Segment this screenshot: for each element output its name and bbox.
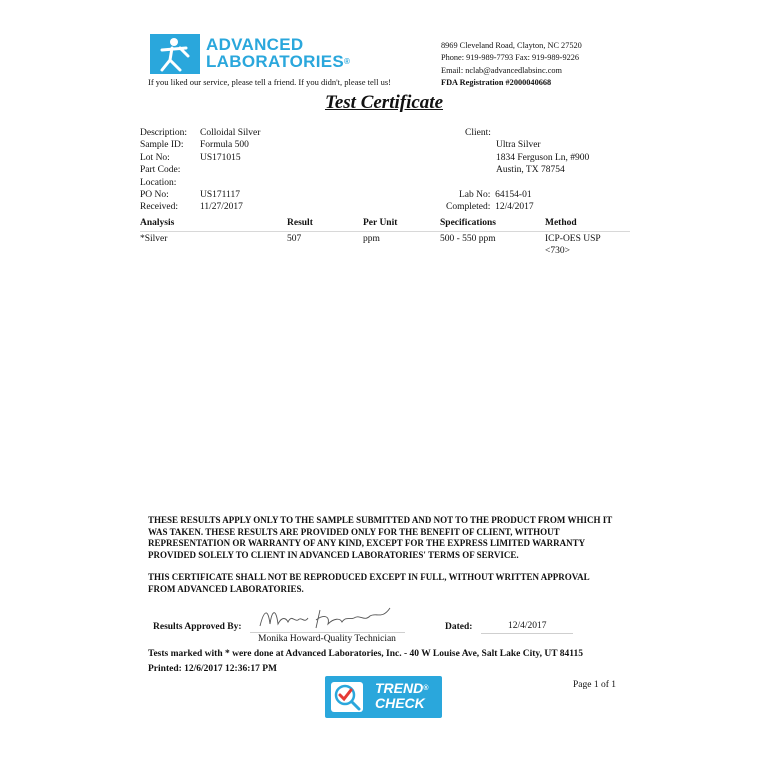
received-label: Received: [140,202,178,212]
phone-fax: Phone: 919-989-7793 Fax: 919-989-9226 [441,53,580,63]
company-logo [150,34,360,74]
col-analysis: Analysis [140,218,175,228]
cell-analysis: *Silver [140,234,168,244]
lot-value: US171015 [200,153,241,163]
disclaimer [148,515,618,606]
completed [446,201,534,213]
tests-note: Tests marked with * were done at Advanced Laboratories, Inc. - 40 W Louise Ave, Salt Lake City, UT 84115 [148,649,584,659]
lot-label: Lot No: [140,153,170,163]
col-specifications: Specifications [440,218,496,228]
tagline: If you liked our service, please tell a friend. If you didn't, please tell us! [148,77,391,87]
page-title: Test Certificate [324,92,444,113]
col-method: Method [545,218,577,228]
dated-label: Dated: [445,622,473,632]
runner-logo-icon [150,34,200,74]
cell-unit: ppm [363,234,380,244]
col-result: Result [287,218,313,228]
completed-label: Completed: [446,202,491,212]
printed-timestamp: Printed: 12/6/2017 12:36:17 PM [148,664,278,674]
logo-wordmark: ADVANCED LABORATORIES® [206,35,351,71]
page-number: Page 1 of 1 [573,680,617,690]
fda-registration: FDA Registration #2000040668 [441,78,552,88]
signature-image [250,604,405,632]
lab-no-label: Lab No: [459,190,491,200]
dated-line [481,620,573,634]
client-name: Ultra Silver [496,140,541,150]
signature-line [250,604,405,633]
sample-id-value: Formula 500 [200,140,249,150]
disclaimer-paragraph-2: THIS CERTIFICATE SHALL NOT BE REPRODUCED EXCEPT IN FULL, WITHOUT WRITTEN APPROVAL FROM ADVANCED LABORATORIES. [148,572,590,594]
approved-by-label: Results Approved By: [153,622,242,632]
client-city: Austin, TX 78754 [496,165,565,175]
cell-method: ICP-OES USP <730> [545,234,601,256]
address: 8969 Cleveland Road, Clayton, NC 27520 [441,41,582,50]
completed-value: 12/4/2017 [495,202,534,212]
trend-check-logo [325,676,442,718]
lab-no-value: 64154-01 [495,190,532,200]
cell-spec: 500 - 550 ppm [440,234,496,244]
received-value: 11/27/2017 [200,202,243,212]
description-value: Colloidal Silver [200,128,261,138]
client-street: 1834 Ferguson Ln, #900 [496,153,590,163]
magnifier-check-icon [331,682,363,712]
location-label: Location: [140,178,177,188]
cell-result: 507 [287,234,302,244]
lab-no [459,189,532,201]
disclaimer-paragraph-1: THESE RESULTS APPLY ONLY TO THE SAMPLE SUBMITTED AND NOT TO THE PRODUCT FROM WHICH IT WAS TAKEN. THESE RESULTS ARE PROVIDED ONLY FOR THE BENEFIT OF CLIENT, WITHOUT REPRESENTATION OR WARRANTY OF ANY KIND, EXCEPT FOR THE EXPRESS LIMITED WARRANTY PROVIDED SOLELY TO CLIENT IN ADVANCED LABORATORIES' TERMS OF SERVICE. [148,515,613,560]
col-per-unit: Per Unit [363,218,398,228]
sample-id-label: Sample ID: [140,140,184,150]
po-label: PO No: [140,190,169,200]
approver-name: Monika Howard-Quality Technician [258,634,396,644]
results-table-header [140,218,630,232]
po-value: US171117 [200,190,240,200]
table-row [140,233,630,259]
description-label: Description: [140,128,187,138]
dated-value: 12/4/2017 [508,621,547,631]
trend-check-wordmark: TREND® CHECK [375,680,429,711]
company-address-block [441,40,582,90]
client-label: Client: [465,128,491,138]
part-code-label: Part Code: [140,165,181,175]
email: Email: nclab@advancedlabsinc.com [441,65,562,75]
